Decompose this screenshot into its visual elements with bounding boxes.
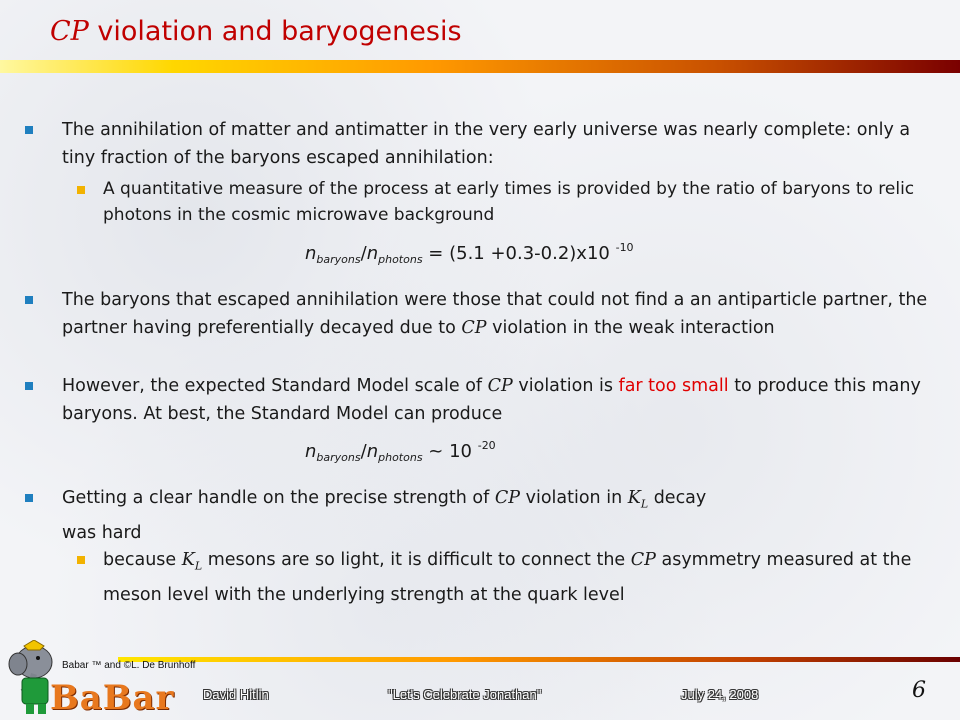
- eq2-value: ~ 10: [422, 441, 478, 462]
- bullet-escaped-text-b: violation in the weak interaction: [486, 318, 775, 338]
- eq2-sub-photons: photons: [378, 451, 423, 464]
- babar-logo-text: BaBar: [50, 678, 175, 718]
- title-cp: CP: [50, 16, 89, 47]
- bullet-escaped-text-a: The baryons that escaped annihilation were those that could not find a an antiparticle partner, the partner having preferentially decayed due to: [62, 290, 928, 338]
- eq2-exponent: -20: [477, 439, 496, 452]
- bullet-kl-decay: [62, 484, 932, 547]
- eq2-n: n: [305, 441, 317, 462]
- bullet-escaped-baryons: [62, 286, 932, 342]
- subbullet-quantitative-measure-text: A quantitative measure of the process at early times is provided by the ratio of baryons to relic photons in the cosmic microwave background: [103, 179, 915, 225]
- bullet-sm-text-a: However, the expected Standard Model scale of: [62, 376, 488, 396]
- eq1-value: = (5.1 +0.3-0.2)x10: [422, 243, 616, 264]
- footer-event: "Let's Celebrate Jonathan": [388, 687, 542, 702]
- subbullet-kl-text-b: mesons are so light, it is difficult to connect the: [202, 550, 631, 570]
- bullet-sm-cp: CP: [487, 376, 513, 396]
- subbullet-kl-text-a: because: [103, 550, 182, 570]
- bullet-annihilation: [62, 116, 947, 172]
- footer-gradient-bar: [118, 657, 960, 662]
- footer-date: July 24, 2008: [681, 687, 759, 702]
- equation-observed-ratio: [305, 241, 634, 266]
- eq2-slash: /: [360, 441, 367, 462]
- page-number: 6: [912, 678, 926, 703]
- eq2-n2: n: [366, 441, 379, 462]
- bullet-standard-model: [62, 372, 932, 428]
- eq1-slash: /: [360, 243, 367, 264]
- bullet-escaped-cp: CP: [461, 318, 487, 338]
- eq1-n2: n: [366, 243, 379, 264]
- bullet-kl-text-a: Getting a clear handle on the precise strength of: [62, 488, 495, 508]
- footer-author: David Hitlin: [203, 687, 269, 702]
- bullet-kl-k: K: [627, 488, 641, 508]
- eq1-sub-baryons: baryons: [316, 253, 361, 266]
- bullet-annihilation-text: The annihilation of matter and antimatter in the very early universe was nearly complete: only a tiny fraction of the baryons escaped annihilation:: [62, 120, 911, 168]
- copyright-notice: Babar ™ and ©L. De Brunhoff: [62, 660, 196, 671]
- eq1-n: n: [305, 243, 317, 264]
- bullet-sm-text-b: violation is: [512, 376, 619, 396]
- subbullet-kl-k: K: [181, 550, 195, 570]
- bullet-kl-text-b: violation in: [520, 488, 628, 508]
- eq1-sub-photons: photons: [378, 253, 423, 266]
- subbullet-quantitative-measure: [103, 176, 923, 228]
- eq2-sub-baryons: baryons: [316, 451, 361, 464]
- bullet-kl-cp: CP: [494, 488, 521, 508]
- subbullet-kl-text-c: asymmetry measured at the meson level with the underlying strength at the quark level: [103, 550, 912, 605]
- eq1-exponent: -10: [615, 241, 634, 254]
- bullet-sm-text-c: to produce this many baryons. At best, the Standard Model can produce: [62, 376, 921, 424]
- subbullet-kl-k-sub: L: [194, 559, 203, 573]
- bullet-kl-text-d: was hard: [62, 522, 142, 543]
- equation-sm-ratio: [305, 439, 496, 464]
- subbullet-kl-light: [103, 546, 933, 610]
- bullet-sm-highlight: far too small: [618, 376, 729, 396]
- bullet-kl-k-sub: L: [640, 497, 649, 511]
- title-text: violation and baryogenesis: [88, 16, 462, 47]
- bullet-kl-text-c: decay: [648, 488, 707, 508]
- subbullet-kl-cp: CP: [630, 550, 656, 570]
